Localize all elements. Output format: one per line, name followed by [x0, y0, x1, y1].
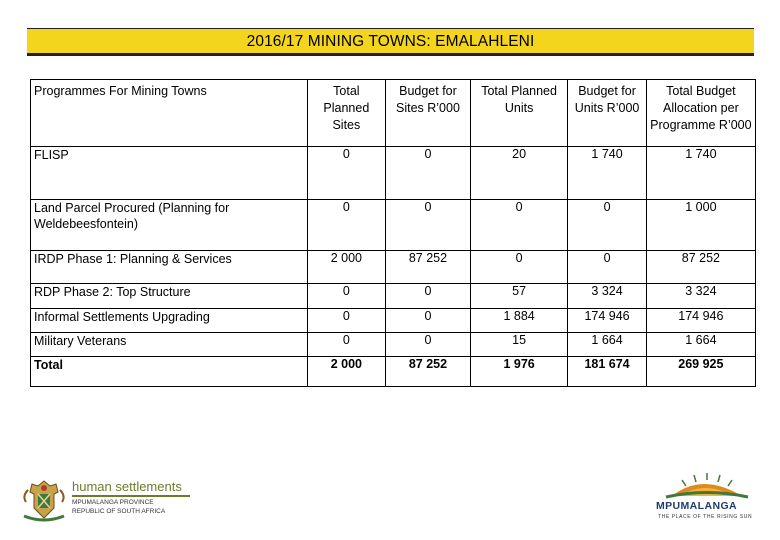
row-label: Total	[31, 357, 308, 387]
row-label: Informal Settlements Upgrading	[31, 309, 308, 333]
row-label: IRDP Phase 1: Planning & Services	[31, 251, 308, 284]
cell-budget-sites: 0	[386, 284, 471, 309]
mpumalanga-tagline: THE PLACE OF THE RISING SUN	[658, 514, 753, 520]
cell-budget-sites: 87 252	[386, 357, 471, 387]
cell-total-budget: 1 740	[646, 147, 755, 200]
cell-planned-sites: 0	[307, 309, 385, 333]
header-total-planned-sites: Total Planned Sites	[307, 80, 385, 147]
human-settlements-line1: MPUMALANGA PROVINCE	[72, 499, 154, 506]
cell-planned-sites: 2 000	[307, 357, 385, 387]
cell-budget-sites: 87 252	[386, 251, 471, 284]
cell-planned-units: 57	[470, 284, 568, 309]
table-total-row	[31, 357, 756, 387]
cell-planned-sites: 2 000	[307, 251, 385, 284]
cell-planned-sites: 0	[307, 284, 385, 309]
cell-planned-sites: 0	[307, 200, 385, 251]
cell-budget-units: 1 664	[568, 333, 646, 357]
cell-budget-units: 1 740	[568, 147, 646, 200]
row-label: Land Parcel Procured (Planning for Weldebeesfontein)	[31, 200, 308, 251]
table-header-row	[31, 80, 756, 147]
cell-total-budget: 1 664	[646, 333, 755, 357]
cell-budget-units: 0	[568, 251, 646, 284]
coat-of-arms-icon	[20, 478, 68, 524]
cell-planned-units: 0	[470, 200, 568, 251]
cell-total-budget: 174 946	[646, 309, 755, 333]
cell-budget-sites: 0	[386, 200, 471, 251]
mpumalanga-logo	[652, 470, 762, 526]
cell-budget-units: 3 324	[568, 284, 646, 309]
table-row	[31, 284, 756, 309]
cell-budget-units: 181 674	[568, 357, 646, 387]
header-total-budget-allocation: Total Budget Allocation per Programme R’000	[646, 80, 755, 147]
cell-planned-units: 1 884	[470, 309, 568, 333]
cell-total-budget: 1 000	[646, 200, 755, 251]
human-settlements-name: human settlements	[72, 479, 182, 494]
divider-icon	[72, 495, 190, 498]
header-programmes: Programmes For Mining Towns	[31, 80, 308, 147]
cell-budget-sites: 0	[386, 309, 471, 333]
cell-total-budget: 3 324	[646, 284, 755, 309]
header-budget-units: Budget for Units R’000	[568, 80, 646, 147]
cell-planned-units: 15	[470, 333, 568, 357]
mining-towns-table	[30, 79, 756, 387]
header-total-planned-units: Total Planned Units	[470, 80, 568, 147]
cell-planned-sites: 0	[307, 147, 385, 200]
cell-budget-units: 174 946	[568, 309, 646, 333]
table-row	[31, 333, 756, 357]
row-label: FLISP	[31, 147, 308, 200]
row-label: Military Veterans	[31, 333, 308, 357]
header-budget-sites: Budget for Sites R’000	[386, 80, 471, 147]
cell-planned-units: 1 976	[470, 357, 568, 387]
table-row	[31, 147, 756, 200]
mpumalanga-name: MPUMALANGA	[656, 500, 737, 512]
table-row	[31, 200, 756, 251]
row-label: RDP Phase 2: Top Structure	[31, 284, 308, 309]
cell-planned-units: 0	[470, 251, 568, 284]
table-row	[31, 251, 756, 284]
cell-budget-sites: 0	[386, 333, 471, 357]
rising-sun-icon	[652, 470, 762, 500]
cell-total-budget: 87 252	[646, 251, 755, 284]
cell-budget-units: 0	[568, 200, 646, 251]
human-settlements-logo	[20, 478, 180, 524]
cell-total-budget: 269 925	[646, 357, 755, 387]
page-title: 2016/17 MINING TOWNS: EMALAHLENI	[27, 28, 754, 56]
cell-planned-units: 20	[470, 147, 568, 200]
cell-budget-sites: 0	[386, 147, 471, 200]
table-row	[31, 309, 756, 333]
human-settlements-line2: REPUBLIC OF SOUTH AFRICA	[72, 508, 166, 515]
cell-planned-sites: 0	[307, 333, 385, 357]
